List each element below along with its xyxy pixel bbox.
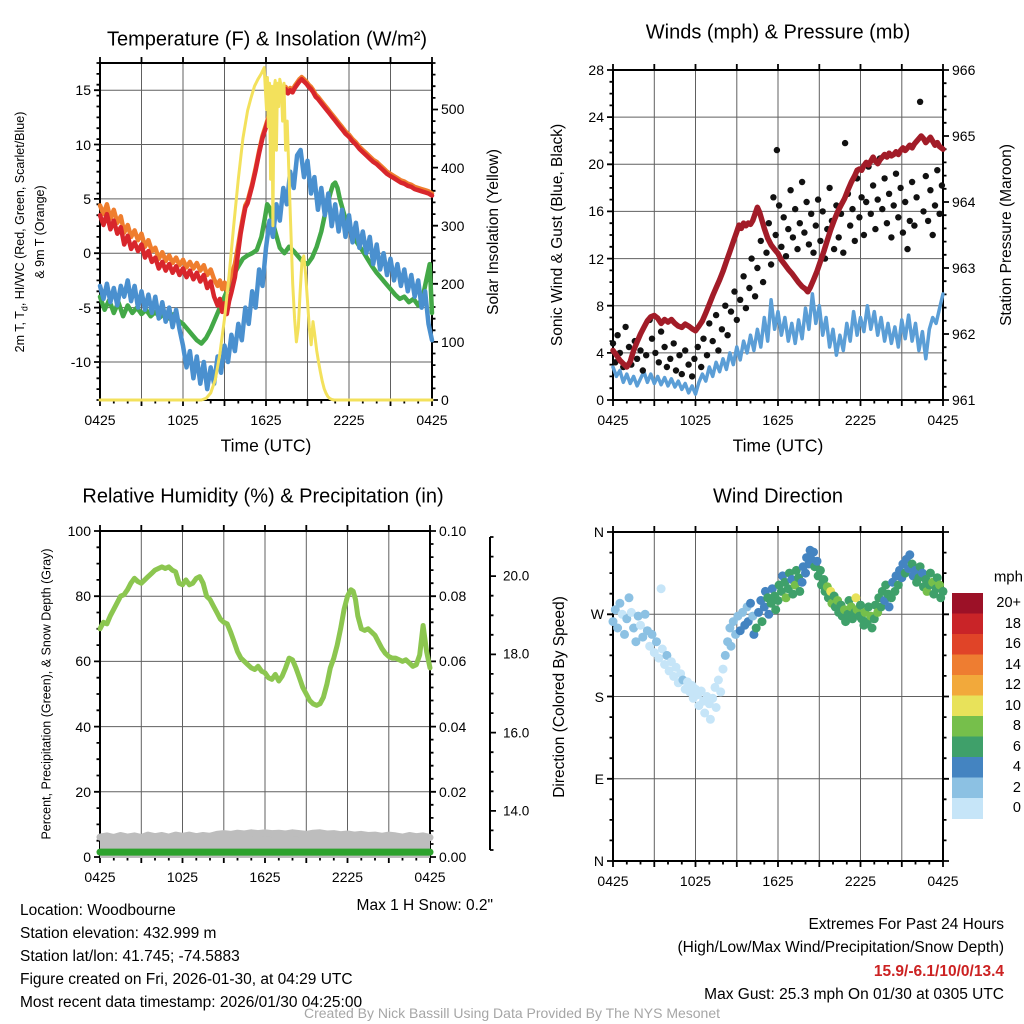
figure-created-timestamp: Figure created on Fri, 2026-01-30, at 04:29 UTC [20,971,353,988]
x-tick-label: 0425 [927,873,959,889]
y-tick-label: 0.00 [439,849,467,865]
y-tick-label: 0.04 [439,718,467,735]
y-tick-label: 4 [596,344,604,361]
temp-chart-title: Temperature (F) & Insolation (W/m²) [106,28,428,51]
colorbar-cell [952,778,983,799]
x-tick-label: 1625 [762,412,794,428]
aux-tick-label: 18.0 [503,646,530,662]
colorbar-cell [952,716,983,737]
y-tick-label: 15 [75,82,91,99]
scatter-wind-gust [610,99,945,380]
station-latlon: Station lat/lon: 41.745; -74.5883 [20,948,240,965]
max-gust-note: Max Gust: 25.3 mph On 01/30 at 0305 UTC [704,986,1004,1003]
y-tick-label: 60 [75,653,91,670]
x-tick-label: 1025 [679,412,712,428]
y-tick-label: 0.10 [439,523,467,539]
y-tick-label: 300 [441,217,465,234]
y-tick-label: 500 [441,101,465,118]
aux-tick-label: 16.0 [503,725,530,741]
y-tick-label: 100 [67,523,91,539]
x-tick-label: 0425 [597,873,629,889]
colorbar-cell [952,798,983,819]
y-tick-label: 16 [588,203,604,220]
colorbar-cell [952,655,983,676]
winds-chart-title: Winds (mph) & Pressure (mb) [645,21,911,44]
y-tick-label: 12 [588,250,604,267]
y-tick-label: N [593,524,604,540]
y-tick-label: 20 [588,156,604,173]
aux-tick-label: 14.0 [503,803,530,819]
y-tick-label: 965 [952,128,976,144]
wind-direction-chart-title: Wind Direction [712,485,844,508]
y-tick-label: 400 [441,159,465,176]
y-tick-label: 100 [441,333,465,350]
colorbar-label: 8 [1012,718,1021,735]
aux-tick-label: 20.0 [503,568,530,584]
extremes-subheading: (High/Low/Max Wind/Precipitation/Snow Depth) [677,939,1004,956]
max-snow-note: Max 1 H Snow: 0.2" [356,897,493,914]
y-tick-label: 0.08 [439,588,467,605]
y-tick-label: 0 [83,849,91,865]
y-tick-label: 961 [952,392,976,408]
y-tick-label: 40 [75,718,91,735]
y-tick-label: -5 [78,299,91,316]
colorbar-cell [952,696,983,717]
y-tick-label: E [594,770,604,787]
y-tick-label: 0 [441,392,449,408]
y-tick-label: 8 [596,297,604,314]
humidity-precip-ticks [94,525,496,863]
y-tick-label: 80 [75,588,91,605]
y-tick-label: 5 [83,190,91,207]
y-tick-label: 963 [952,260,976,276]
colorbar-label: 20+ [996,595,1021,612]
y-tick-label: 200 [441,275,465,292]
y-tick-label: 964 [952,194,976,210]
colorbar-label: 12 [1004,677,1021,694]
humidity-chart-title: Relative Humidity (%) & Precipitation (in) [82,485,444,508]
y-tick-label: 20 [75,783,91,800]
humidity-y-axis-label: Percent, Precipitation (Green), & Snow Depth (Gray) [39,548,54,840]
x-tick-label: 0425 [927,412,959,428]
colorbar-label: 14 [1004,656,1021,673]
y-tick-label: 0.02 [439,783,467,800]
y-tick-label: -10 [70,353,91,370]
y-tick-label: 0 [83,245,91,262]
colorbar-cell [952,593,983,614]
x-tick-label: 2225 [331,869,364,885]
x-tick-label: 1625 [249,869,281,885]
station-location: Location: Woodbourne [20,902,176,919]
x-tick-label: 0425 [597,412,629,428]
x-tick-label: 0425 [84,412,116,428]
extremes-heading: Extremes For Past 24 Hours [808,916,1004,933]
colorbar-title: mph [993,568,1023,586]
colorbar-label: 6 [1012,738,1021,755]
y-tick-label: 24 [588,109,604,126]
colorbar-cell [952,614,983,635]
y-tick-label: 10 [75,136,91,153]
x-tick-label: 1025 [166,869,199,885]
x-tick-label: 1025 [679,873,712,889]
extremes-values: 15.9/-6.1/10/0/13.4 [873,963,1004,980]
y-tick-label: 0.06 [439,653,467,670]
x-tick-label: 2225 [844,873,877,889]
colorbar-label: 4 [1012,759,1021,776]
colorbar-label: 10 [1004,697,1021,714]
x-tick-label: 2225 [844,412,877,428]
humidity-precip-grid [100,531,430,857]
y-tick-label: 966 [952,62,976,78]
x-tick-label: 2225 [333,412,365,428]
insolation-y-axis-label: Solar Insolation (Yellow) [485,149,502,315]
colorbar-cell [952,737,983,758]
station-elevation: Station elevation: 432.999 m [20,925,217,942]
temp-x-axis-label: Time (UTC) [220,435,312,456]
y-tick-label: W [590,606,604,623]
colorbar-label: 18 [1004,615,1021,632]
x-tick-label: 0425 [414,869,446,885]
x-tick-label: 1625 [250,412,282,428]
y-tick-label: 28 [588,62,604,78]
y-tick-label: S [594,688,604,705]
x-tick-label: 1025 [167,412,199,428]
x-tick-label: 0425 [84,869,116,885]
x-tick-label: 0425 [416,412,448,428]
pressure-y-axis-label: Station Pressure (Maroon) [998,144,1015,326]
colorbar-cell [952,675,983,696]
x-tick-label: 1625 [762,873,794,889]
recent-data-timestamp: Most recent data timestamp: 2026/01/30 04:25:00 [20,994,363,1011]
credit-line: Created By Nick Bassill Using Data Provided By The NYS Mesonet [303,1005,721,1021]
temp-y-axis-label: 2m T, $T_d$, HI/WC (Red, Green, Scarlet/Blue) & 9m T (Orange) [12,111,47,353]
colorbar-cell [952,757,983,778]
y-tick-label: N [593,853,604,869]
y-tick-label: 0 [596,392,604,408]
direction-y-axis-label: Direction (Colored By Speed) [551,596,568,798]
wind-y-axis-label: Sonic Wind & Gust (Blue, Black) [549,123,566,347]
colorbar-label: 2 [1012,779,1021,796]
colorbar-label: 16 [1004,636,1021,653]
y-tick-label: 962 [952,326,976,342]
colorbar-cell [952,634,983,655]
colorbar-label: 0 [1012,800,1021,817]
winds-x-axis-label: Time (UTC) [732,435,824,456]
